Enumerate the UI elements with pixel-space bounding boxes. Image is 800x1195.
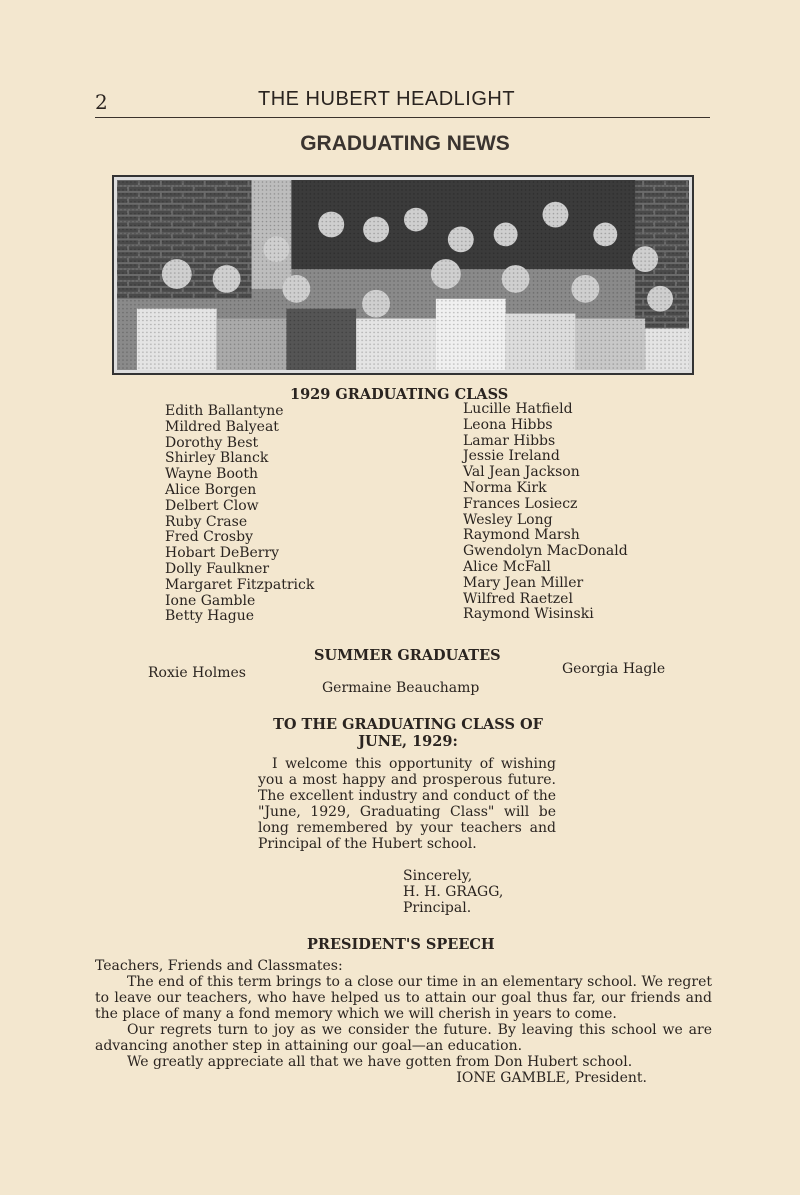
letter-heading-line: JUNE, 1929: — [358, 733, 458, 750]
graduate-name: Shirley Blanck — [165, 450, 269, 467]
graduate-name: Raymond Marsh — [463, 527, 580, 544]
speech-paragraph: We greatly appreciate all that we have gotten from Don Hubert school. — [127, 1054, 633, 1070]
speech-signature: IONE GAMBLE, President. — [456, 1070, 647, 1086]
speech-paragraph: Our regrets turn to joy as we consider the future. By leaving this school we are advancing another step in attaining our goal—an education. — [95, 1022, 712, 1054]
graduate-name: Raymond Wisinski — [463, 606, 594, 623]
letter-signer-title: Principal. — [403, 900, 472, 916]
graduate-name: Leona Hibbs — [463, 416, 553, 433]
summer-graduates-title: SUMMER GRADUATES — [314, 647, 501, 664]
speech-salutation: Teachers, Friends and Classmates: — [95, 958, 343, 974]
graduate-name: Alice Borgen — [165, 481, 257, 498]
newspaper-title: THE HUBERT HEADLIGHT — [258, 88, 516, 110]
summer-graduate-name: Roxie Holmes — [148, 665, 246, 681]
class-photo-icon — [117, 180, 689, 370]
graduates-left-column — [165, 404, 314, 625]
page-header — [95, 86, 710, 116]
section-title: GRADUATING NEWS — [300, 132, 510, 155]
graduate-name: Wilfred Raetzel — [463, 590, 573, 607]
graduate-name: Hobart DeBerry — [165, 545, 280, 562]
letter-heading-line: TO THE GRADUATING CLASS OF — [273, 716, 543, 733]
graduate-name: Alice McFall — [463, 558, 551, 575]
summer-graduate-name: Germaine Beauchamp — [322, 680, 480, 696]
header-divider — [95, 117, 710, 118]
graduate-name: Dolly Faulkner — [165, 560, 270, 577]
graduate-name: Val Jean Jackson — [463, 464, 580, 481]
graduates-right-column — [463, 402, 628, 623]
summer-graduate-name: Georgia Hagle — [562, 661, 666, 677]
president-speech — [95, 958, 712, 1086]
graduate-name: Edith Ballantyne — [165, 403, 284, 419]
graduate-name: Wesley Long — [463, 511, 553, 528]
graduating-class-title: 1929 GRADUATING CLASS — [290, 386, 509, 403]
class-photo — [112, 175, 694, 375]
graduate-name: Mary Jean Miller — [463, 574, 584, 591]
graduate-name: Gwendolyn MacDonald — [463, 543, 628, 560]
speech-title: PRESIDENT'S SPEECH — [307, 936, 495, 953]
graduate-name: Lucille Hatfield — [463, 401, 573, 417]
graduate-name: Mildred Balyeat — [165, 418, 279, 435]
graduate-name: Ruby Crase — [165, 513, 248, 530]
graduate-name: Wayne Booth — [165, 466, 258, 483]
graduate-name: Frances Losiecz — [463, 495, 578, 512]
letter-body: I welcome this opportunity of wishing you a most happy and prosperous future. The excellent industry and conduct of the "June, 1929, Graduating Class" will be long remembered by your teachers and Principal of the Hubert school. — [258, 756, 556, 852]
graduate-name: Ione Gamble — [165, 592, 256, 609]
letter-signoff — [403, 868, 503, 916]
graduate-name: Delbert Clow — [165, 497, 259, 514]
graduate-name: Dorothy Best — [165, 434, 259, 451]
letter-heading — [258, 716, 558, 750]
graduate-name: Lamar Hibbs — [463, 432, 556, 449]
graduate-name: Jessie Ireland — [463, 448, 560, 465]
graduate-name: Margaret Fitzpatrick — [165, 576, 315, 593]
page-number: 2 — [95, 90, 108, 114]
letter-closing: Sincerely, — [403, 868, 473, 884]
graduate-name: Betty Hague — [165, 608, 255, 625]
graduate-name: Norma Kirk — [463, 479, 547, 496]
speech-paragraph: The end of this term brings to a close our time in an elementary school. We regret to leave our teachers, who have helped us to attain our goal thus far, our friends and the place of many a fond memory which we will cherish in years to come. — [95, 974, 712, 1022]
letter-signer: H. H. GRAGG, — [403, 884, 504, 900]
graduate-name: Fred Crosby — [165, 529, 253, 546]
